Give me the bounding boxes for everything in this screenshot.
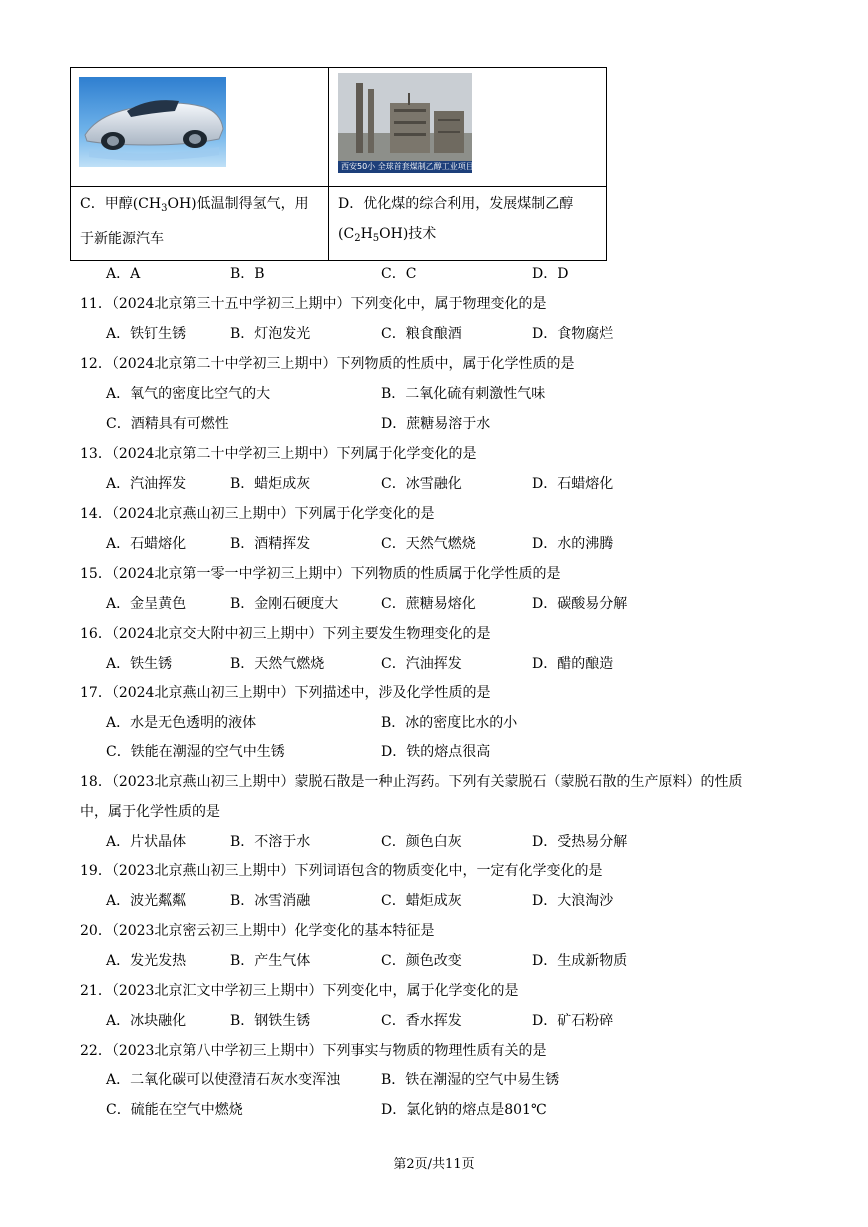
- question-stem: 18．（2023北京燕山初三上期中）蒙脱石散是一种止泻药。下列有关蒙脱石（蒙脱石散的生产原料）的性质: [80, 774, 743, 790]
- option-c-line2: 于新能源汽车: [80, 231, 164, 247]
- question-option: C．酒精具有可燃性: [106, 416, 229, 432]
- question-option: C．铁能在潮湿的空气中生锈: [106, 744, 285, 760]
- question-option: D．铁的熔点很高: [381, 744, 491, 760]
- option-c-line1: C．甲醇$(CH_3OH)$低温制得氢气，用: [80, 196, 309, 214]
- question-stem: 22．（2023北京第八中学初三上期中）下列事实与物质的物理性质有关的是: [80, 1043, 547, 1059]
- question-option: A．汽油挥发: [106, 476, 187, 492]
- coal-to-ethanol-plant-image: [338, 73, 490, 173]
- question-option: A．铁生锈: [106, 656, 173, 672]
- question-option: C．蔗糖易熔化: [381, 596, 476, 612]
- question-stem: 12．（2024北京第二十中学初三上期中）下列物质的性质中，属于化学性质的是: [80, 356, 575, 372]
- question-option: C．香水挥发: [381, 1013, 462, 1029]
- question-stem: 20．（2023北京密云初三上期中）化学变化的基本特征是: [80, 923, 435, 939]
- question-option: A．氧气的密度比空气的大: [106, 386, 271, 402]
- question-option: B．金刚石硬度大: [230, 596, 339, 612]
- question-option: D．食物腐烂: [532, 326, 614, 342]
- question-option: B．不溶于水: [230, 834, 311, 850]
- question-option: D．蔗糖易溶于水: [381, 416, 491, 432]
- option-d-cell: [338, 189, 606, 254]
- question-option: C．冰雪融化: [381, 476, 462, 492]
- option-d-line2: $(C_2H_5OH)$技术: [338, 226, 437, 244]
- question-option: A．铁钉生锈: [106, 326, 187, 342]
- question-stem-continued: 中，属于化学性质的是: [80, 804, 220, 820]
- question-option: C．汽油挥发: [381, 656, 462, 672]
- question-option: A．金呈黄色: [106, 596, 187, 612]
- question-10-option-table: [70, 67, 607, 261]
- question-option: A．发光发热: [106, 953, 187, 969]
- question-option: B．二氧化硫有刺激性气味: [381, 386, 546, 402]
- question-option: B．酒精挥发: [230, 536, 311, 552]
- question-option: A．水是无色透明的液体: [106, 715, 257, 731]
- hydrogen-car-image: [79, 77, 226, 167]
- question-option: D．矿石粉碎: [532, 1013, 614, 1029]
- answer-option: C．C: [381, 266, 417, 282]
- question-option: C．颜色改变: [381, 953, 462, 969]
- question-option: D．石蜡熔化: [532, 476, 614, 492]
- question-option: B．钢铁生锈: [230, 1013, 311, 1029]
- question-option: B．灯泡发光: [230, 326, 311, 342]
- question-option: A．冰块融化: [106, 1013, 187, 1029]
- answer-option: B．B: [230, 266, 265, 282]
- question-option: B．产生气体: [230, 953, 311, 969]
- answer-option: D．D: [532, 266, 569, 282]
- question-option: A．波光粼粼: [106, 893, 187, 909]
- question-option: D．生成新物质: [532, 953, 628, 969]
- question-stem: 14．（2024北京燕山初三上期中）下列属于化学变化的是: [80, 506, 435, 522]
- question-option: C．天然气燃烧: [381, 536, 476, 552]
- question-option: D．受热易分解: [532, 834, 628, 850]
- option-c-cell: [80, 189, 325, 254]
- image-caption-text: 西安50小 全球首套煤制乙醇工业项目投产: [341, 162, 490, 171]
- question-option: B．冰雪消融: [230, 893, 311, 909]
- question-option: C．蜡炬成灰: [381, 893, 462, 909]
- answer-option: A．A: [106, 266, 141, 282]
- option-d-line1: D．优化煤的综合利用，发展煤制乙醇: [338, 196, 574, 212]
- question-option: C．粮食酿酒: [381, 326, 462, 342]
- question-stem: 13．（2024北京第二十中学初三上期中）下列属于化学变化的是: [80, 446, 477, 462]
- question-option: C．硫能在空气中燃烧: [106, 1102, 243, 1118]
- question-option: B．天然气燃烧: [230, 656, 325, 672]
- question-option: D．大浪淘沙: [532, 893, 614, 909]
- question-option: B．铁在潮湿的空气中易生锈: [381, 1072, 560, 1088]
- page-number-footer: 第2页/共11页: [393, 1157, 475, 1172]
- table-divider-vertical: [328, 68, 329, 260]
- table-divider-horizontal: [71, 186, 606, 187]
- question-stem: 17．（2024北京燕山初三上期中）下列描述中，涉及化学性质的是: [80, 685, 491, 701]
- question-option: D．水的沸腾: [532, 536, 614, 552]
- question-stem: 21．（2023北京汇文中学初三上期中）下列变化中，属于化学变化的是: [80, 983, 519, 999]
- question-option: A．片状晶体: [106, 834, 187, 850]
- question-stem: 15．（2024北京第一零一中学初三上期中）下列物质的性质属于化学性质的是: [80, 566, 561, 582]
- question-option: A．二氧化碳可以使澄清石灰水变浑浊: [106, 1072, 341, 1088]
- question-stem: 16．（2024北京交大附中初三上期中）下列主要发生物理变化的是: [80, 626, 491, 642]
- question-option: C．颜色白灰: [381, 834, 462, 850]
- question-option: D．醋的酿造: [532, 656, 614, 672]
- question-stem: 11．（2024北京第三十五中学初三上期中）下列变化中，属于物理变化的是: [80, 296, 547, 312]
- question-option: D．氯化钠的熔点是801℃: [381, 1102, 547, 1118]
- question-option: B．蜡炬成灰: [230, 476, 311, 492]
- question-option: D．碳酸易分解: [532, 596, 628, 612]
- question-option: B．冰的密度比水的小: [381, 715, 518, 731]
- question-option: A．石蜡熔化: [106, 536, 187, 552]
- question-stem: 19．（2023北京燕山初三上期中）下列词语包含的物质变化中，一定有化学变化的是: [80, 863, 603, 879]
